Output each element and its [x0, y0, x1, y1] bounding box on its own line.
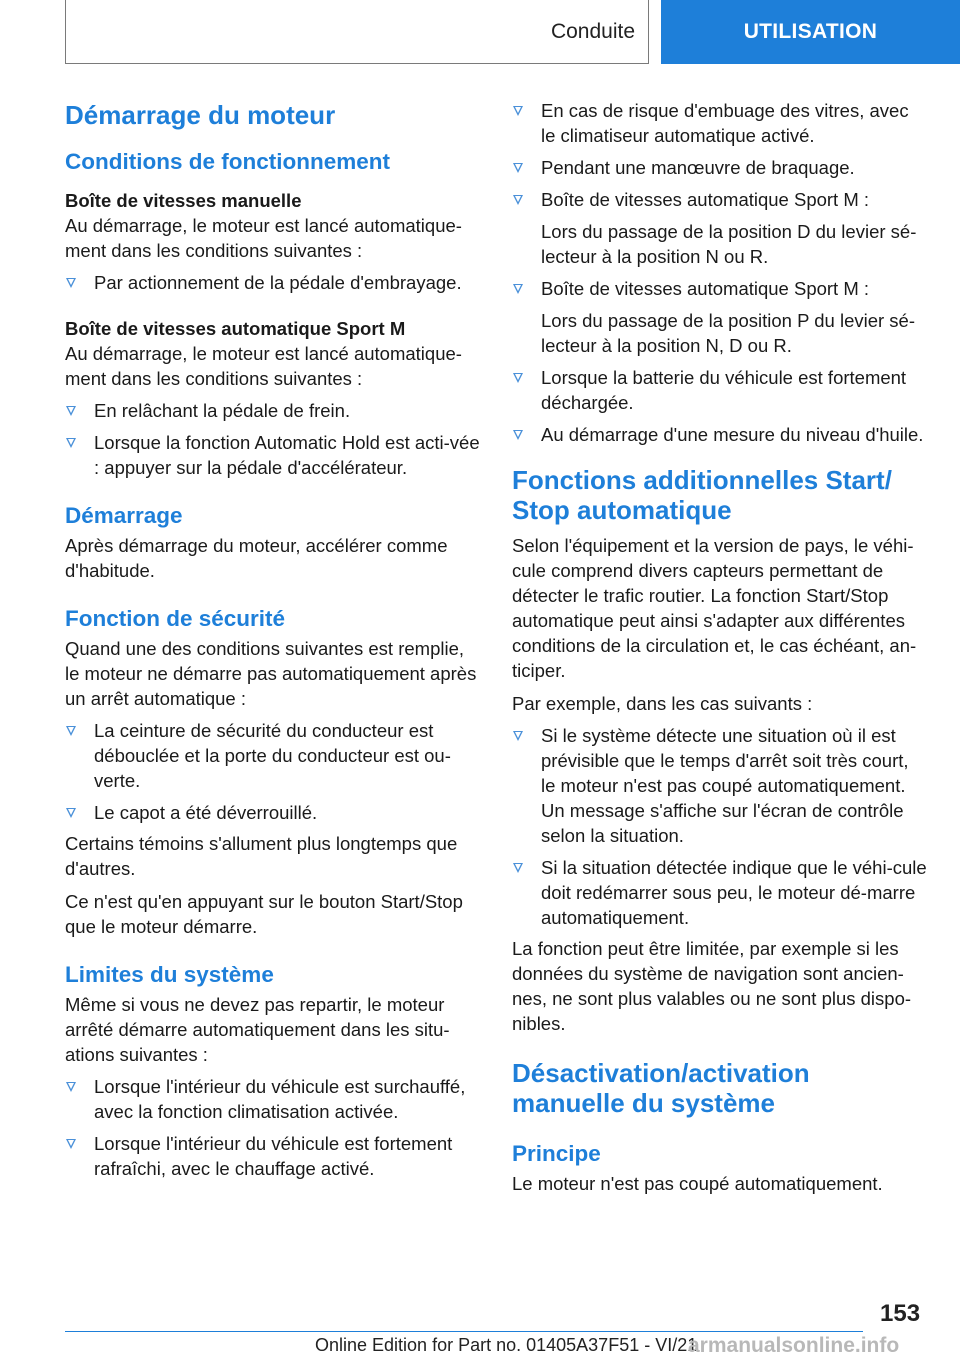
triangle-bullet-icon	[66, 278, 76, 288]
list-item: En relâchant la pédale de frein.	[65, 398, 480, 423]
securite-text: Quand une des conditions suivantes est remplie, le moteur ne démarre pas automatiquement après un arrêt automatique :	[65, 638, 477, 709]
triangle-bullet-icon	[513, 106, 523, 116]
heading-demarrage-moteur: Démarrage du moteur	[65, 100, 336, 130]
triangle-bullet-icon	[66, 438, 76, 448]
bouton-text: Ce n'est qu'en appuyant sur le bouton Start/Stop que le moteur démarre.	[65, 891, 463, 937]
auto-bullet-list	[65, 398, 480, 480]
footer-edition: Online Edition for Part no. 01405A37F51 - VI/21	[315, 1335, 698, 1355]
list-item: La ceinture de sécurité du conducteur est débouclée et la porte du conducteur est ou-verte.	[65, 718, 480, 793]
list-item: En cas de risque d'embuage des vitres, avec le climatiseur automatique activé.	[512, 98, 927, 148]
triangle-bullet-icon	[513, 284, 523, 294]
list-item: Le capot a été déverrouillé.	[65, 800, 480, 825]
footer-divider	[65, 1331, 863, 1332]
temoins-text: Certains témoins s'allument plus longtemps que d'autres.	[65, 833, 458, 879]
auto-text: Au démarrage, le moteur est lancé automatique-ment dans les conditions suivantes :	[65, 343, 462, 389]
restart-bullet-list	[512, 98, 927, 447]
header-section-title: Conduite	[550, 20, 635, 43]
triangle-bullet-icon	[513, 373, 523, 383]
list-item: Si le système détecte une situation où il est prévisible que le temps d'arrêt soit très court, le moteur n'est pas coupé automatiquement. Un message s'affiche sur l'écran de contrôle selon la situation.	[512, 723, 927, 848]
heading-principe: Principe	[512, 1141, 601, 1166]
manual-bullet-list	[65, 270, 480, 295]
list-item: Pendant une manœuvre de braquage.	[512, 155, 927, 180]
triangle-bullet-icon	[513, 731, 523, 741]
heading-fonctions-additionnelles: Fonctions additionnelles Start/ Stop automatique	[512, 465, 892, 525]
heading-desactivation: Désactivation/activation manuelle du système	[512, 1058, 810, 1118]
heading-securite: Fonction de sécurité	[65, 606, 286, 631]
limites-text: Même si vous ne devez pas repartir, le moteur arrêté démarre automatiquement dans les situ-ations suivantes :	[65, 994, 450, 1065]
demarrage-text: Après démarrage du moteur, accélérer comme d'habitude.	[65, 535, 448, 581]
list-item: Lorsque la fonction Automatic Hold est acti-vée : appuyer sur la pédale d'accélérateur.	[65, 430, 480, 480]
triangle-bullet-icon	[66, 808, 76, 818]
list-item: Au démarrage d'une mesure du niveau d'huile.	[512, 422, 927, 447]
list-item: Boîte de vitesses automatique Sport M : Lors du passage de la position P du levier sé-lecteur à la position N, D ou R.	[512, 276, 927, 358]
page-number: 153	[880, 1300, 921, 1327]
limites-bullet-list	[65, 1074, 480, 1181]
triangle-bullet-icon	[513, 430, 523, 440]
left-column	[65, 100, 480, 1181]
subheading-auto-gearbox: Boîte de vitesses automatique Sport M	[65, 318, 406, 339]
list-item: Lorsque la batterie du véhicule est fortement déchargée.	[512, 365, 927, 415]
principe-text: Le moteur n'est pas coupé automatiquement.	[512, 1173, 883, 1194]
triangle-bullet-icon	[66, 1139, 76, 1149]
triangle-bullet-icon	[66, 406, 76, 416]
subheading-manual-gearbox: Boîte de vitesses manuelle	[65, 190, 302, 211]
header-chapter-tab[interactable]: UTILISATION	[661, 0, 960, 64]
list-item: Boîte de vitesses automatique Sport M : Lors du passage de la position D du levier sé-lecteur à la position N ou R.	[512, 187, 927, 269]
triangle-bullet-icon	[66, 726, 76, 736]
exemple-bullet-list	[512, 723, 927, 930]
triangle-bullet-icon	[513, 163, 523, 173]
list-item: Lorsque l'intérieur du véhicule est surchauffé, avec la fonction climatisation activée.	[65, 1074, 480, 1124]
triangle-bullet-icon	[513, 863, 523, 873]
watermark: armanualsonline.info	[688, 1334, 900, 1357]
heading-limites: Limites du système	[65, 962, 274, 987]
heading-conditions: Conditions de fonctionnement	[65, 149, 390, 174]
list-item-detail: Lors du passage de la position D du levier sé-lecteur à la position N ou R.	[541, 221, 917, 267]
manual-text: Au démarrage, le moteur est lancé automatique-ment dans les conditions suivantes :	[65, 215, 462, 261]
heading-demarrage: Démarrage	[65, 503, 183, 528]
triangle-bullet-icon	[513, 195, 523, 205]
triangle-bullet-icon	[66, 1082, 76, 1092]
list-item: Lorsque l'intérieur du véhicule est fortement rafraîchi, avec le chauffage activé.	[65, 1131, 480, 1181]
fonctions-text: Selon l'équipement et la version de pays, le véhi-cule comprend divers capteurs permettant de détecter le trafic routier. La fonction Start/Stop automatique peut ainsi s'adapter aux différentes conditions de la circulation et, le cas échéant, an-ticiper.	[512, 535, 917, 681]
securite-bullet-list	[65, 718, 480, 825]
list-item: Par actionnement de la pédale d'embrayage.	[65, 270, 480, 295]
exemple-text: Par exemple, dans les cas suivants :	[512, 693, 813, 714]
list-item-detail: Lors du passage de la position P du levier sé-lecteur à la position N, D ou R.	[541, 310, 916, 356]
limitee-text: La fonction peut être limitée, par exemple si les données du système de navigation sont ancien-nes, ne sont plus valables ou ne sont plus dispo-nibles.	[512, 938, 912, 1034]
right-column	[512, 100, 927, 1196]
list-item: Si la situation détectée indique que le véhi-cule doit redémarrer sous peu, le moteur dé-marre automatiquement.	[512, 855, 927, 930]
